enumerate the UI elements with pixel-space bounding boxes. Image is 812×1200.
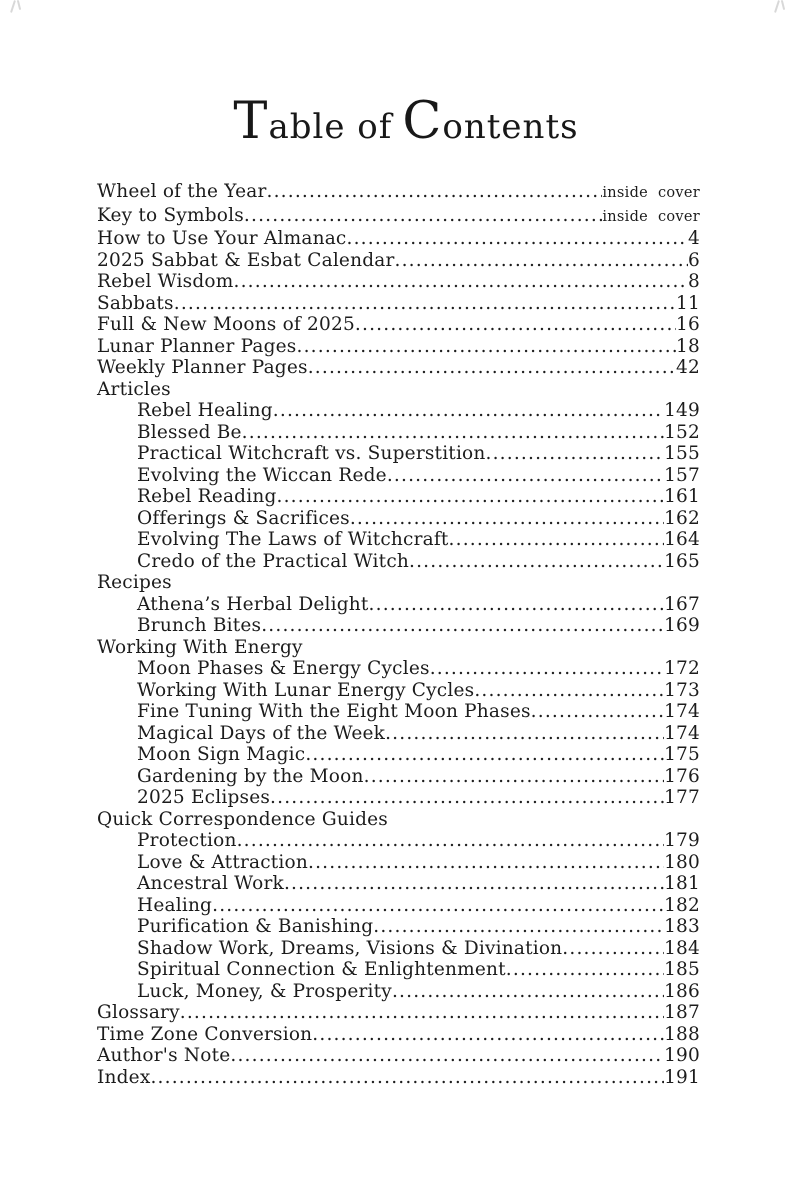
toc-entry xyxy=(97,357,700,379)
toc-entry-title: How to Use Your Almanac xyxy=(97,228,347,249)
dot-leader xyxy=(430,658,664,680)
toc-entry-page: 152 xyxy=(664,421,700,443)
toc-entry-page: 184 xyxy=(664,937,700,959)
toc-entry xyxy=(97,293,700,315)
toc-entry-title: Moon Sign Magic xyxy=(137,744,306,765)
toc-entry xyxy=(97,250,700,272)
dot-leader xyxy=(308,852,664,874)
toc-entry xyxy=(97,701,700,723)
toc-entry xyxy=(97,981,700,1003)
dot-leader xyxy=(387,465,664,487)
dot-leader xyxy=(230,1045,664,1067)
toc-entry-title: Brunch Bites xyxy=(137,615,262,636)
dot-leader xyxy=(350,508,664,530)
dot-leader xyxy=(277,486,665,508)
toc-entry-page: 174 xyxy=(664,701,700,722)
toc-entry-title: Practical Witchcraft vs. Superstition xyxy=(137,443,486,464)
toc-entry-page: 161 xyxy=(664,486,700,507)
toc-entry-page: 174 xyxy=(664,722,700,744)
toc-entry-title: Blessed Be xyxy=(137,421,242,443)
toc-entry xyxy=(97,594,700,616)
toc-entry-title: Rebel Healing xyxy=(137,400,273,421)
toc-entry xyxy=(97,680,700,702)
toc-entry-page: 167 xyxy=(664,593,700,615)
toc-entry-title: 2025 Eclipses xyxy=(137,787,271,808)
toc-entry-page: 4 xyxy=(688,228,700,249)
toc-entry-page: 181 xyxy=(664,873,700,894)
toc-entry-title: Wheel of the Year xyxy=(97,181,267,202)
dot-leader xyxy=(347,228,689,250)
toc-entry-title: Lunar Planner Pages xyxy=(97,335,297,357)
toc-entry-page: 165 xyxy=(664,550,700,572)
toc-entry-title: Athena’s Herbal Delight xyxy=(137,593,369,615)
toc-entry-page: 180 xyxy=(664,851,700,873)
toc-entry xyxy=(97,508,700,530)
toc-entry-title: Ancestral Work xyxy=(137,873,284,894)
toc-entry-page: 190 xyxy=(664,1045,700,1066)
dot-leader xyxy=(409,551,664,573)
toc-entry xyxy=(97,181,700,205)
toc-entry-page: 155 xyxy=(664,443,700,464)
toc-section-header xyxy=(97,637,700,659)
toc-entry xyxy=(97,443,700,465)
toc-entry-title: Credo of the Practical Witch xyxy=(137,550,409,572)
toc-entry-page: 157 xyxy=(664,464,700,486)
toc-entry-title: Purification & Banishing xyxy=(137,916,374,937)
dot-leader xyxy=(270,787,664,809)
scan-artifact-top-right xyxy=(772,0,790,16)
toc-entry-title: Love & Attraction xyxy=(137,851,308,873)
toc-entry xyxy=(97,1002,700,1024)
toc-entry-page: 16 xyxy=(676,314,700,335)
dot-leader xyxy=(562,938,664,960)
toc-entry xyxy=(97,422,700,444)
toc-section-title: Working With Energy xyxy=(97,636,303,658)
toc-entry-page: 11 xyxy=(676,292,700,314)
dot-leader xyxy=(150,1067,664,1089)
toc-entry-title: Gardening by the Moon xyxy=(137,765,364,787)
dot-leader xyxy=(242,422,664,444)
toc-entry-page: 177 xyxy=(664,787,700,808)
toc-entry-title: Shadow Work, Dreams, Visions & Divination xyxy=(137,937,563,959)
toc-entry xyxy=(97,959,700,981)
toc-entry-title: Index xyxy=(97,1066,151,1088)
toc-section-title: Quick Correspondence Guides xyxy=(97,808,388,830)
toc-entry-page: 162 xyxy=(664,507,700,529)
toc-entry-page: 185 xyxy=(664,959,700,980)
toc-entry-title: Protection xyxy=(137,830,237,851)
dot-leader xyxy=(237,830,665,852)
toc-entry xyxy=(97,938,700,960)
toc-entry-page: 173 xyxy=(664,679,700,701)
toc-entry xyxy=(97,465,700,487)
toc-entry-title: Rebel Wisdom xyxy=(97,271,234,292)
toc-section-title: Recipes xyxy=(97,572,172,593)
dot-leader xyxy=(486,443,665,465)
dot-leader xyxy=(305,744,664,766)
toc-entry xyxy=(97,723,700,745)
toc-entry-page: 176 xyxy=(664,765,700,787)
toc-section-header xyxy=(97,379,700,401)
toc-entry-title: Offerings & Sacrifices xyxy=(137,507,350,529)
toc-entry-page: inside cover xyxy=(602,208,700,225)
toc-entry-title: Time Zone Conversion xyxy=(97,1023,313,1045)
toc-entry-page: 188 xyxy=(664,1023,700,1045)
toc-entry-title: Key to Symbols xyxy=(97,204,244,226)
toc-entry xyxy=(97,895,700,917)
toc-entry-title: Sabbats xyxy=(97,292,174,314)
table-of-contents xyxy=(97,181,700,1088)
toc-entry xyxy=(97,787,700,809)
toc-entry-title: Rebel Reading xyxy=(137,486,277,507)
dot-leader xyxy=(180,1002,664,1024)
dot-leader xyxy=(267,181,603,203)
toc-entry-title: Fine Tuning With the Eight Moon Phases xyxy=(137,701,531,722)
dot-leader xyxy=(474,680,664,702)
dot-leader xyxy=(531,701,664,723)
toc-entry xyxy=(97,336,700,358)
toc-entry-page: 182 xyxy=(664,894,700,916)
dot-leader xyxy=(273,400,664,422)
dot-leader xyxy=(261,615,664,637)
page-title-part1: Table of xyxy=(233,92,393,151)
toc-entry-title: Spiritual Connection & Enlightenment xyxy=(137,959,506,980)
toc-entry xyxy=(97,744,700,766)
dot-leader xyxy=(395,250,689,272)
dot-leader xyxy=(385,723,664,745)
toc-entry-title: Luck, Money, & Prosperity xyxy=(137,980,392,1002)
page-title xyxy=(0,92,812,151)
toc-entry-title: Author's Note xyxy=(97,1045,231,1066)
toc-entry xyxy=(97,1024,700,1046)
toc-entry xyxy=(97,314,700,336)
toc-entry-title: Healing xyxy=(137,894,213,916)
toc-entry-page: 187 xyxy=(664,1002,700,1023)
toc-entry xyxy=(97,271,700,293)
toc-section-header xyxy=(97,809,700,831)
toc-entry-page: 169 xyxy=(664,615,700,636)
toc-entry-page: 42 xyxy=(676,357,700,378)
dot-leader xyxy=(355,314,676,336)
dot-leader xyxy=(312,1024,664,1046)
toc-entry xyxy=(97,529,700,551)
toc-entry-page: 149 xyxy=(664,400,700,421)
dot-leader xyxy=(284,873,664,895)
toc-entry xyxy=(97,658,700,680)
toc-entry-title: Evolving The Laws of Witchcraft xyxy=(137,529,449,550)
toc-entry xyxy=(97,766,700,788)
toc-entry-page: 8 xyxy=(688,271,700,292)
dot-leader xyxy=(212,895,664,917)
toc-entry xyxy=(97,1067,700,1089)
scan-artifact-top-left xyxy=(8,0,26,16)
toc-entry xyxy=(97,400,700,422)
toc-entry-page: inside cover xyxy=(602,185,700,201)
toc-entry-page: 175 xyxy=(664,744,700,765)
dot-leader xyxy=(449,529,665,551)
toc-entry-page: 172 xyxy=(664,658,700,679)
toc-section-header xyxy=(97,572,700,594)
toc-entry-page: 179 xyxy=(664,830,700,851)
dot-leader xyxy=(308,357,676,379)
toc-entry xyxy=(97,830,700,852)
dot-leader xyxy=(506,959,664,981)
dot-leader xyxy=(373,916,664,938)
toc-entry xyxy=(97,486,700,508)
dot-leader xyxy=(297,336,677,358)
toc-entry xyxy=(97,916,700,938)
toc-entry-page: 186 xyxy=(664,980,700,1002)
toc-entry-title: Full & New Moons of 2025 xyxy=(97,314,355,335)
toc-entry-page: 164 xyxy=(664,529,700,550)
dot-leader xyxy=(364,766,664,788)
toc-entry xyxy=(97,205,700,229)
toc-entry-page: 18 xyxy=(676,335,700,357)
toc-entry-title: Magical Days of the Week xyxy=(137,722,386,744)
toc-entry xyxy=(97,615,700,637)
toc-entry xyxy=(97,873,700,895)
toc-entry-title: Working With Lunar Energy Cycles xyxy=(137,679,475,701)
page-title-part2: Contents xyxy=(402,92,579,151)
toc-entry-title: Moon Phases & Energy Cycles xyxy=(137,658,430,679)
toc-entry-title: Weekly Planner Pages xyxy=(97,357,308,378)
toc-entry-title: Glossary xyxy=(97,1002,180,1023)
toc-section-title: Articles xyxy=(97,378,171,400)
toc-entry-title: 2025 Sabbat & Esbat Calendar xyxy=(97,249,395,271)
toc-entry-page: 191 xyxy=(664,1066,700,1088)
toc-entry xyxy=(97,1045,700,1067)
dot-leader xyxy=(234,271,689,293)
dot-leader xyxy=(174,293,676,315)
dot-leader xyxy=(392,981,664,1003)
toc-entry xyxy=(97,228,700,250)
toc-entry-page: 183 xyxy=(664,916,700,937)
toc-entry xyxy=(97,852,700,874)
toc-entry-page: 6 xyxy=(688,249,700,271)
dot-leader xyxy=(244,205,602,227)
toc-entry-title: Evolving the Wiccan Rede xyxy=(137,464,387,486)
dot-leader xyxy=(369,594,665,616)
toc-entry xyxy=(97,551,700,573)
